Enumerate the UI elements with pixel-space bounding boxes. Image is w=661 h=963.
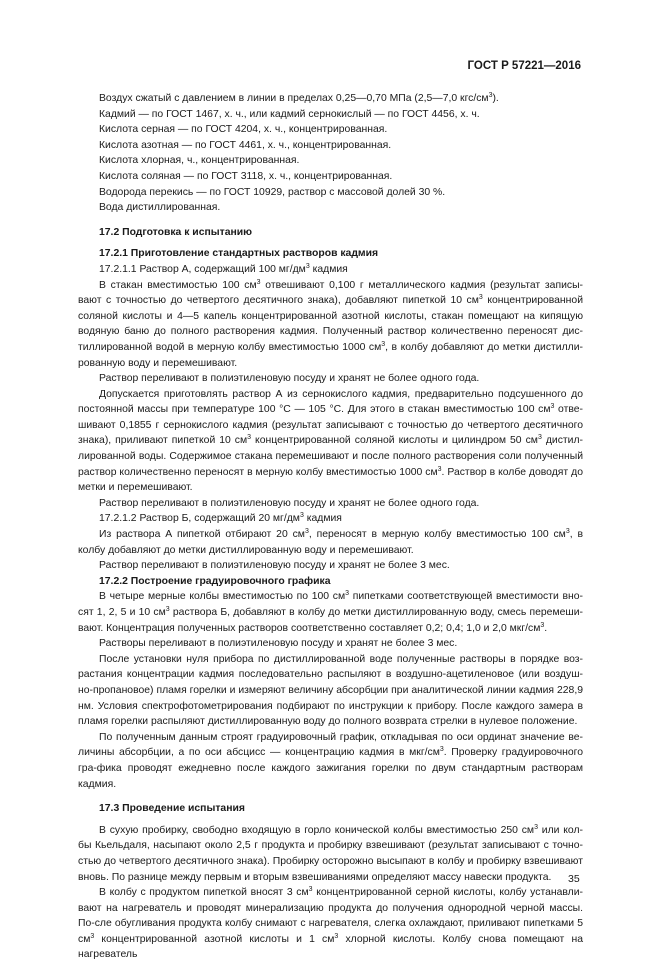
material-item: Кислота соляная — по ГОСТ 3118, х. ч., концентрированная. bbox=[99, 170, 393, 182]
material-item: Кислота хлорная, ч., концентрированная. bbox=[99, 155, 300, 167]
material-item: Водорода перекись — по ГОСТ 10929, раствор с массовой долей 30 %. bbox=[99, 186, 446, 198]
paragraph: Раствор переливают в полиэтиленовую посуду и хранят не более 3 мес. bbox=[99, 560, 450, 572]
paragraph: Раствор переливают в полиэтиленовую посуду и хранят не более одного года. bbox=[99, 497, 480, 509]
paragraph: По полученным данным строят градуировочный график, откладывая по оси ординат значение ве-личины абсорбции, а по оси абсцисс — концентрацию кадмия в мкг/$см^3$. Проверку градуировочного гра-фика проводят ежедневно после каждого зажигания горелки по двум стандартным растворам кадмия. bbox=[78, 731, 583, 790]
solution-b-heading: 17.2.1.2 Раствор Б, содержащий 20 $мг/дм^3$ кадмия bbox=[99, 512, 342, 525]
standard-number: ГОСТ Р 57221—2016 bbox=[467, 60, 581, 72]
paragraph: В сухую пробирку, свободно входящую в горло конической колбы вместимостью 250 $см^3$ или кол-бы Кьельдаля, насыпают около 2,5 г продукта и пробирку взвешивают (результат записывают с точно-стью до четвертого десятичного знака). Пробирку осторожно высыпают в колбу и пробирку взвешивают вновь. По разнице между первым и вторым взвешиваниями определяют массу навески продукта. bbox=[78, 823, 583, 883]
paragraph: Раствор переливают в полиэтиленовую посуду и хранят не более одного года. bbox=[99, 373, 480, 385]
page-number: 35 bbox=[568, 873, 580, 885]
material-item: Кадмий — по ГОСТ 1467, х. ч., или кадмий сернокислый — по ГОСТ 4456, х. ч. bbox=[99, 108, 480, 120]
section-heading-17-3: 17.3 Проведение испытания bbox=[99, 803, 245, 815]
solution-a-heading: 17.2.1.1 Раствор А, содержащий 100 $мг/дм^3$ кадмия bbox=[99, 262, 348, 275]
paragraph: В четыре мерные колбы вместимостью по 100 $см^3$ пипетками соответствующей вместимости вно-сят 1, 2, 5 и 10 $см^3$ раствора Б, добавляют в колбу до метки дистиллированную воду, смесь перемеши-вают. Концентрация полученных растворов соответственно составляет 0,2; 0,4; 1,0 и 2,0 мкг/$см^3$. bbox=[78, 590, 583, 634]
material-item: Кислота серная — по ГОСТ 4204, х. ч., концентрированная. bbox=[99, 124, 388, 136]
section-heading-17-2: 17.2 Подготовка к испытанию bbox=[99, 226, 253, 238]
paragraph: Растворы переливают в полиэтиленовую посуду и хранят не более 3 мес. bbox=[99, 638, 458, 650]
materials-list bbox=[78, 91, 583, 216]
material-item: Кислота азотная — по ГОСТ 4461, х. ч., концентрированная. bbox=[99, 139, 392, 151]
page-content bbox=[78, 91, 583, 963]
material-item: Вода дистиллированная. bbox=[99, 202, 221, 214]
paragraph: После установки нуля прибора по дистиллированной воде полученные растворы в порядке воз-растания концентрации кадмия последовательно распыляют в воздушно-ацетиленовое (или воздуш-но-пропановое) пламя горелки и измеряют величину абсорбции при аналитической линии кадмия 228,9 нм. Условия спектрофотометрирования подбирают по инструкции к прибору. После каждого замера в пламя горелки распыляют дистиллированную воду до полного возврата стрелки в нулевое положение. bbox=[78, 653, 583, 728]
subsection-heading-17-2-1: 17.2.1 Приготовление стандартных растворов кадмия bbox=[99, 248, 379, 260]
paragraph: В стакан вместимостью 100 $см^3$ отвешивают 0,100 г металлического кадмия (результат записы-вают с точностью до четвертого десятичного знака), добавляют пипеткой 10 $см^3$ концентрированной соляной кислоты и 4—5 капель концентрированной азотной кислоты, стакан помещают на кипящую водяную баню до полного растворения кадмия. Полученный раствор количественно переносят дис-тиллированной водой в мерную колбу вместимостью 1000 $см^3$, в колбу добавляют до метки дистилли-рованную воду и перемешивают. bbox=[78, 278, 583, 369]
subsection-heading-17-2-2: 17.2.2 Построение градуировочного графика bbox=[99, 575, 331, 587]
paragraph: В колбу с продуктом пипеткой вносят 3 $см^3$ концентрированной серной кислоты, колбу устанавли-вают на нагреватель и проводят минерализацию продукта до получения однородной черной массы. По-сле обугливания продукта колбу снимают с нагревателя, слегка охлаждают, приливают пипетками 5 $см^3$ концентрированной азотной кислоты и 1 $см^3$ хлорной кислоты. Колбу снова помещают на нагреватель bbox=[78, 886, 583, 961]
material-item: Воздух сжатый с давлением в линии в пределах 0,25—0,70 МПа (2,5—7,0 кгс/$см^3$). bbox=[99, 92, 499, 104]
paragraph: Из раствора А пипеткой отбирают 20 $см^3$, переносят в мерную колбу вместимостью 100 $см^3$, в колбу добавляют до метки дистиллированную воду и перемешивают. bbox=[78, 528, 584, 556]
paragraph: Допускается приготовлять раствор А из сернокислого кадмия, предварительно подсушенного до постоянной массы при температуре 100 °C — 105 °C. Для этого в стакан вместимостью 100 $см^3$ отве-шивают 0,1855 г сернокислого кадмия (результат записывают с точностью до четвертого десятичного знака), приливают пипеткой 10 $см^3$ концентрированной соляной кислоты и цилиндром 50 $см^3$ дистил-лированной воды. Содержимое стакана перемешивают и после полного растворения соли полученный раствор количественно переносят в мерную колбу вместимостью 1000 $см^3$. Раствор в колбе доводят до метки и перемешивают. bbox=[78, 388, 583, 494]
